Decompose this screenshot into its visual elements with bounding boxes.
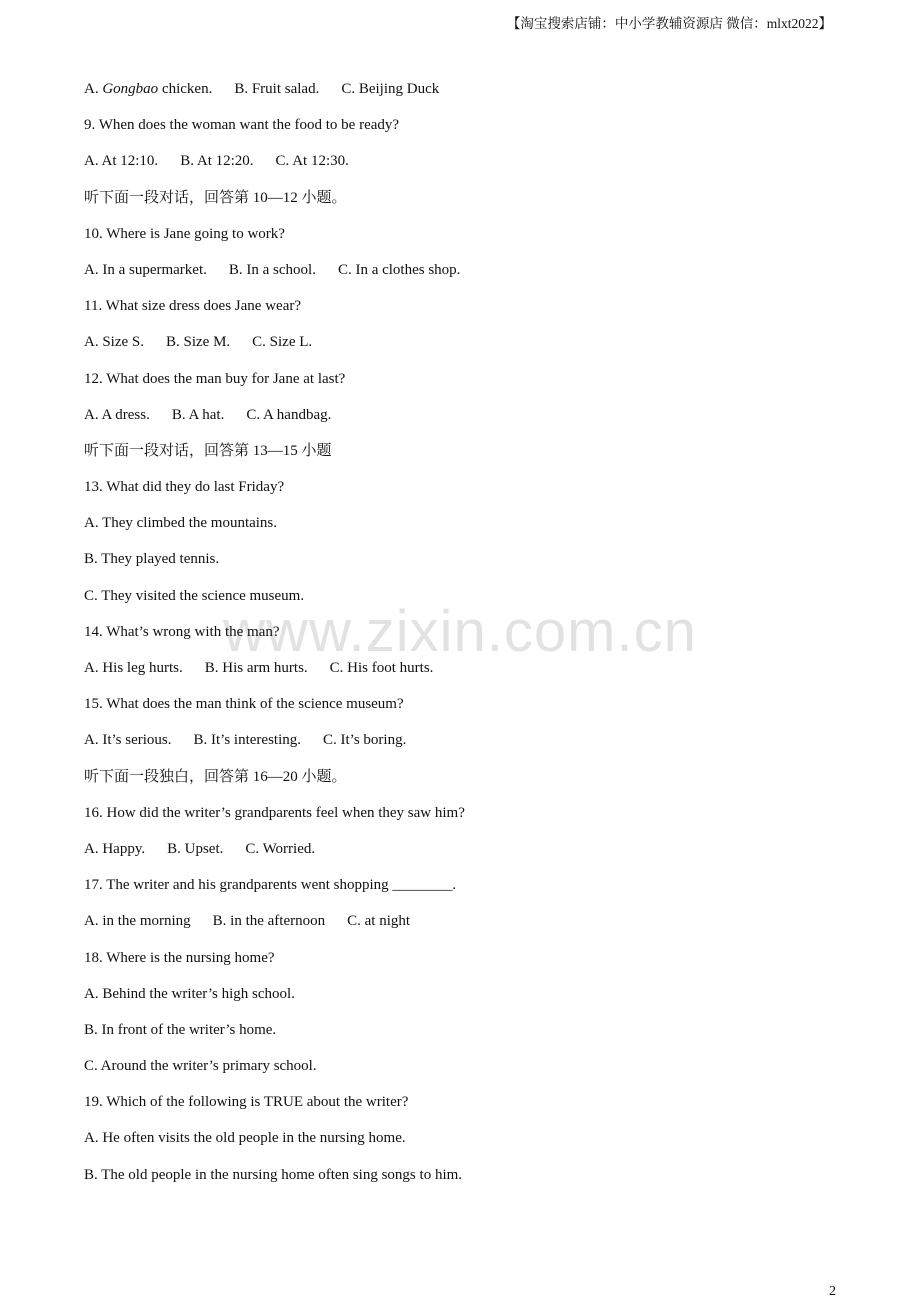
text-line: 10. Where is Jane going to work?	[84, 225, 285, 242]
text-line: 16. How did the writer’s grandparents feel when they saw him?	[84, 804, 465, 821]
page-number: 2	[829, 1284, 836, 1299]
text-line: 15. What does the man think of the science museum?	[84, 696, 404, 713]
text-line: 18. Where is the nursing home?	[84, 949, 275, 966]
text-line: B. In front of the writer’s home.	[84, 1021, 277, 1038]
options-row	[84, 838, 844, 874]
options-row	[84, 404, 844, 440]
answer-option: C. Worried.	[245, 840, 316, 857]
answer-option: B. At 12:20.	[180, 153, 254, 170]
text-line: 14. What’s wrong with the man?	[84, 623, 280, 640]
answer-option: C. His foot hurts.	[329, 660, 434, 676]
answer-option: B. In a school.	[228, 261, 316, 278]
options-row	[84, 657, 844, 693]
answer-option: A. Size S.	[84, 334, 144, 351]
watermark: www.zixin.com.cn	[223, 599, 697, 664]
text-line: 9. When does the woman want the food to be ready?	[84, 117, 400, 134]
answer-option: A. Happy.	[84, 840, 146, 857]
text-line: 11. What size dress does Jane wear?	[84, 298, 302, 315]
text-line: 17. The writer and his grandparents went shopping ________.	[84, 877, 457, 894]
text-line: A. They climbed the mountains.	[84, 515, 278, 532]
text-line: B. The old people in the nursing home often sing songs to him.	[84, 1166, 463, 1183]
options-row	[84, 259, 844, 295]
text-line: 12. What does the man buy for Jane at last?	[84, 370, 346, 387]
page-header: 【淘宝搜索店铺：中小学教辅资源店 微信：mlxt2022】	[506, 16, 832, 31]
text-line: 听下面一段对话，回答第 10—12 小题。	[84, 189, 347, 206]
text-line: A. Behind the writer’s high school.	[84, 985, 295, 1002]
answer-option: C. at night	[347, 913, 411, 930]
answer-option: B. His arm hurts.	[204, 660, 308, 676]
answer-option: A. Gongbao chicken.	[84, 81, 213, 97]
options-row	[84, 331, 844, 367]
answer-option: C. Size L.	[252, 334, 313, 351]
options-row	[84, 729, 844, 765]
answer-option: C. In a clothes shop.	[337, 261, 461, 278]
options-row	[84, 150, 844, 186]
options-row	[84, 910, 844, 946]
text-line: 听下面一段对话，回答第 13—15 小题	[84, 442, 332, 459]
text-line: B. They played tennis.	[84, 551, 220, 568]
text-line: C. Around the writer’s primary school.	[84, 1058, 317, 1075]
answer-option: C. It’s boring.	[323, 732, 407, 749]
text-line: 19. Which of the following is TRUE about the writer?	[84, 1094, 409, 1111]
answer-option: A. At 12:10.	[84, 153, 159, 170]
answer-option: C. A handbag.	[246, 406, 332, 423]
text-line: A. He often visits the old people in the nursing home.	[84, 1130, 406, 1147]
answer-option: A. in the morning	[84, 913, 191, 930]
answer-option: C. Beijing Duck	[341, 81, 440, 97]
answer-option: B. A hat.	[171, 406, 225, 423]
text-line: C. They visited the science museum.	[84, 587, 305, 604]
answer-option: B. It’s interesting.	[193, 732, 301, 749]
answer-option: B. in the afternoon	[212, 913, 326, 930]
answer-option: B. Upset.	[167, 840, 224, 857]
options-row	[84, 78, 844, 114]
answer-option: B. Fruit salad.	[234, 81, 320, 97]
answer-option: C. At 12:30.	[275, 153, 349, 170]
answer-option: A. In a supermarket.	[84, 261, 207, 278]
answer-option: A. His leg hurts.	[84, 660, 183, 676]
text-line: 13. What did they do last Friday?	[84, 479, 285, 496]
text-line: 听下面一段独白，回答第 16—20 小题。	[84, 768, 347, 785]
answer-option: A. A dress.	[84, 406, 150, 423]
answer-option: A. It’s serious.	[84, 732, 172, 749]
answer-option: B. Size M.	[166, 334, 231, 351]
question-list	[84, 78, 844, 1200]
